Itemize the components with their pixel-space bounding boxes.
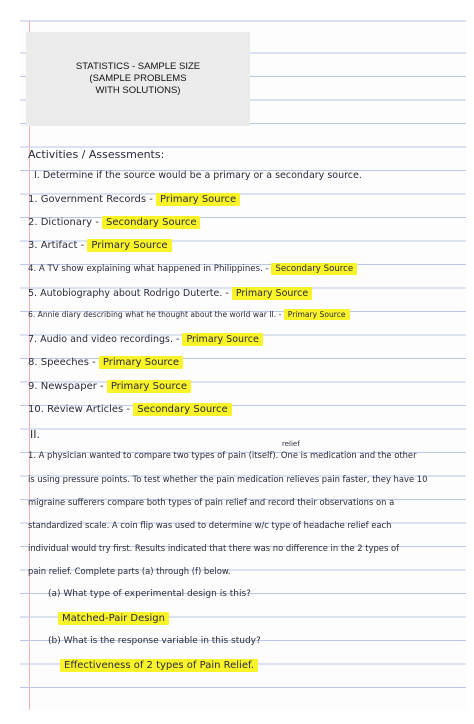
notebook-page <box>20 20 466 710</box>
answer-highlight: Primary Source <box>99 356 183 369</box>
header-line-1: STATISTICS - SAMPLE SIZE <box>75 61 201 72</box>
answer-highlight: Secondary Source <box>102 216 200 229</box>
question-b: (b) What is the response variable in this study? <box>48 636 261 646</box>
header-line-3: WITH SOLUTIONS) <box>95 85 181 96</box>
answer-highlight: Secondary Source <box>133 403 231 416</box>
item-text: 8. Speeches - <box>28 357 96 368</box>
list-item <box>28 404 232 415</box>
answer-highlight: Primary Source <box>182 333 262 346</box>
list-item <box>28 240 172 251</box>
header-line-2: (SAMPLE PROBLEMS <box>89 73 187 84</box>
answer-highlight: Primary Source <box>232 287 312 300</box>
answer-highlight: Primary Source <box>284 309 350 320</box>
correction-superscript: relief <box>282 440 300 448</box>
list-item <box>28 381 191 392</box>
item-text: 9. Newspaper - <box>28 381 104 392</box>
item-text: 10. Review Articles - <box>28 404 131 415</box>
question-a: (a) What type of experimental design is this? <box>48 589 251 599</box>
answer-highlight: Effectiveness of 2 types of Pain Relief. <box>60 659 258 672</box>
item-text: 5. Autobiography about Rodrigo Duterte. - <box>28 288 229 299</box>
item-text: 7. Audio and video recordings. - <box>28 334 180 345</box>
item-text: 2. Dictionary - <box>28 217 99 228</box>
item-text: 3. Artifact - <box>28 240 85 251</box>
part1-instruction: I. Determine if the source would be a primary or a secondary source. <box>34 170 362 181</box>
list-item <box>28 310 350 319</box>
answer-b <box>60 660 258 671</box>
answer-highlight: Primary Source <box>156 193 240 206</box>
answer-highlight: Primary Source <box>87 239 171 252</box>
item-text: 4. A TV show explaining what happened in Philippines. - <box>28 264 269 274</box>
paragraph-line: standardized scale. A coin flip was used to determine w/c type of headache relief each <box>28 520 392 530</box>
document-header <box>26 32 250 126</box>
list-item <box>28 194 240 205</box>
paragraph-line: is using pressure points. To test whether the pain medication relieves pain faster, they have 10 <box>28 474 428 484</box>
section-title: Activities / Assessments: <box>28 148 165 161</box>
list-item <box>28 334 263 345</box>
paragraph-line: pain relief. Complete parts (a) through (f) below. <box>28 566 231 576</box>
answer-highlight: Matched-Pair Design <box>58 612 169 625</box>
item-text: 1. Government Records - <box>28 194 153 205</box>
answer-a <box>58 613 169 624</box>
list-item <box>28 217 200 228</box>
list-item <box>28 357 183 368</box>
paragraph-line: individual would try first. Results indicated that there was no difference in the 2 types of <box>28 543 400 553</box>
list-item <box>28 264 357 274</box>
answer-highlight: Primary Source <box>107 380 191 393</box>
item-text: 6. Annie diary describing what he thought about the world war II. - <box>28 310 282 319</box>
paragraph-line: migraine sufferers compare both types of pain relief and record their observations on a <box>28 497 395 507</box>
part2-label: II. <box>30 428 40 441</box>
answer-highlight: Secondary Source <box>271 263 357 275</box>
list-item <box>28 288 312 299</box>
paragraph-line: 1. A physician wanted to compare two types of pain (itself). One is medication and the other <box>28 450 417 460</box>
